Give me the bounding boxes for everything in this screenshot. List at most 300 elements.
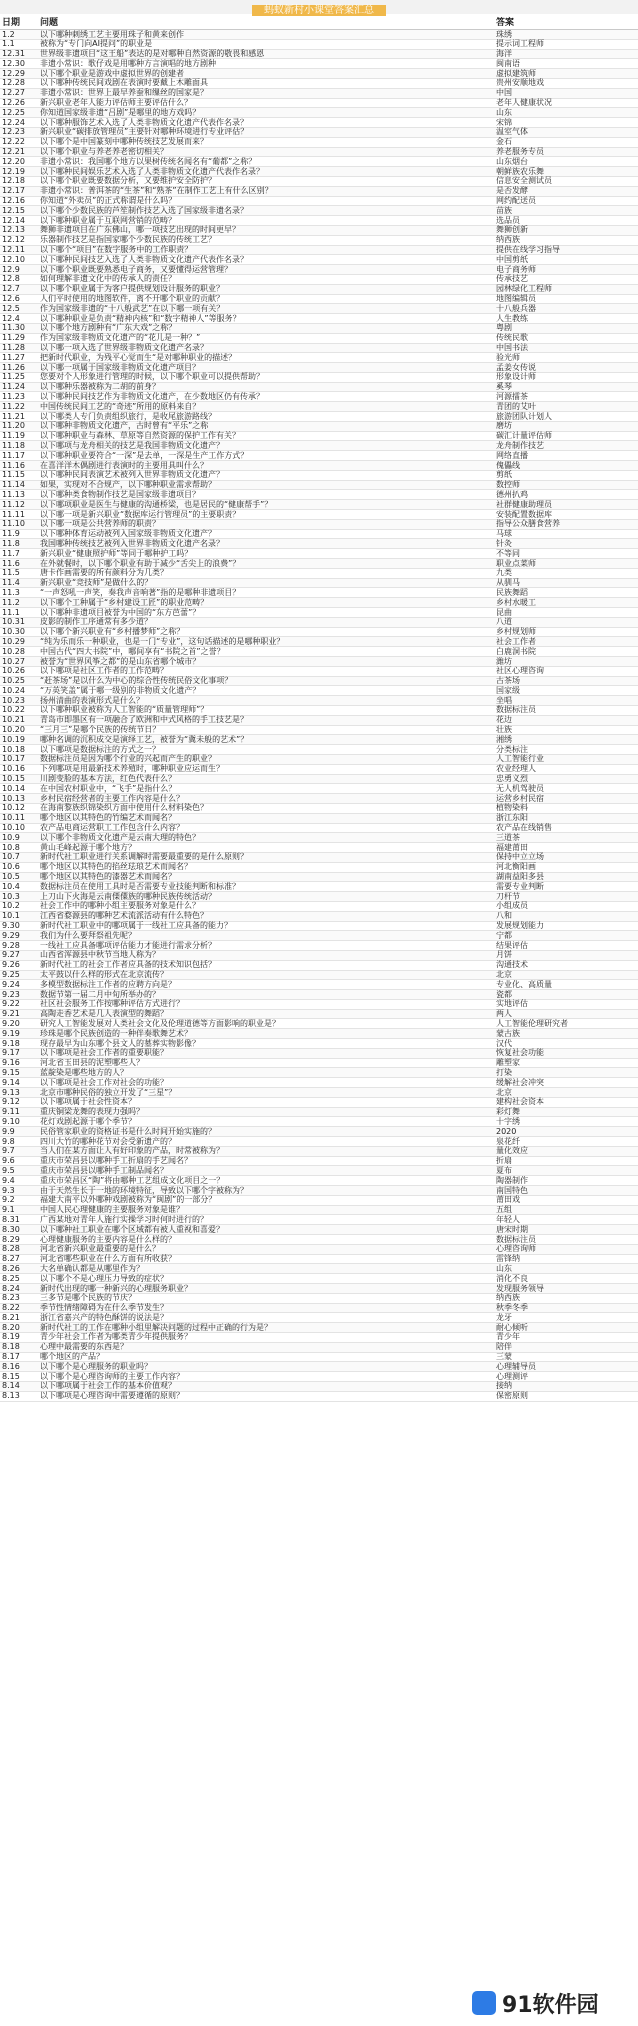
question-cell: 农产品电商运营职工工作包含什么内容？ (40, 823, 184, 833)
answer-cell: 海洋 (496, 49, 512, 59)
answer-cell: 2020 (496, 1126, 517, 1136)
question-cell: 以下哪种民间技艺作为非物质文化遗产，在少数地区仍有传承？ (40, 391, 264, 401)
answer-cell: 网约配送员 (496, 196, 536, 206)
question-cell: 哪种名调的沉积成交是演绎工艺，被誉为“冀未般的艺术”？ (40, 734, 249, 744)
date-cell: 11.27 (2, 352, 25, 362)
answer-cell: 社区心理咨询 (496, 666, 544, 676)
date-cell: 12.6 (2, 294, 20, 304)
date-cell: 10.5 (2, 872, 20, 882)
date-cell: 11.6 (2, 558, 20, 568)
header-question: 问题 (40, 18, 59, 28)
date-cell: 9.13 (2, 1087, 20, 1097)
question-cell: 以下哪项是社会工作者的重要职能？ (40, 1048, 168, 1058)
question-cell: 作为国家级非物质文化遗产的“花儿是一种？” (40, 333, 201, 343)
answer-cell: 舞狮创新 (496, 225, 528, 235)
date-cell: 9.10 (2, 1116, 20, 1126)
question-cell: 川剧变脸的基本方法，红色代表什么？ (40, 774, 176, 784)
question-cell: 以下哪个少数民族的芦笙制作技艺入选了国家级非遗名录？ (40, 205, 248, 215)
question-cell: 扬州清曲的表演形式是什么？ (40, 695, 144, 705)
date-cell: 12.12 (2, 235, 25, 245)
date-cell: 10.26 (2, 666, 25, 676)
answer-cell: 湘绣 (496, 734, 512, 744)
answer-cell: 农业经理人 (496, 764, 536, 774)
date-cell: 12.14 (2, 215, 25, 225)
question-cell: 舞狮非遗项目在广东佛山，哪一项技艺出现的时间更早？ (40, 225, 240, 235)
answer-cell: 剪纸 (496, 470, 512, 480)
date-cell: 8.30 (2, 1224, 20, 1234)
question-cell: 非遗小常识：世界上最早养蚕和缫丝的国家是？ (40, 88, 208, 98)
date-cell: 10.30 (2, 627, 25, 637)
date-cell: 10.29 (2, 636, 25, 646)
date-cell: 12.20 (2, 156, 25, 166)
answer-cell: 需要专业判断 (496, 881, 544, 891)
date-cell: 12.31 (2, 49, 25, 59)
answer-cell: 人工智能行业 (496, 754, 544, 764)
question-cell: 新兴职业“碳排放管理员”主要针对哪种环境进行专业评估？ (40, 127, 249, 137)
answer-cell: 发展规划能力 (496, 921, 544, 931)
question-cell: 高陶走香艺术是几人表演型的舞蹈？ (40, 1009, 168, 1019)
question-cell: 以下哪个职业是游戏中虚拟世界的创建者 (40, 68, 184, 78)
answer-cell: 乡村规划师 (496, 627, 536, 637)
answer-cell: 三蒙 (496, 1352, 512, 1362)
question-cell: 现存最早为山东哪个县文人的墓葬实物影像？ (40, 1038, 200, 1048)
date-cell: 12.19 (2, 166, 25, 176)
answer-cell: 白鹿洞书院 (496, 646, 536, 656)
question-cell: 在海南黎族织锦染织方面中使用什么材料染色？ (40, 803, 208, 813)
date-cell: 11.18 (2, 440, 25, 450)
date-cell: 12.24 (2, 117, 25, 127)
answer-cell: 彩灯舞 (496, 1107, 520, 1117)
question-cell: 山西省浑源县中秋节当地人称为？ (40, 950, 160, 960)
question-cell: 以下哪种职业属于互联网营销的范畴？ (40, 215, 176, 225)
answer-cell: 验光师 (496, 352, 520, 362)
question-cell: 以下哪个不是心理压力导致的症状？ (40, 1273, 168, 1283)
answer-cell: 网络直播 (496, 450, 528, 460)
question-cell: 以下哪一项入选了世界级非物质文化遗产名录？ (40, 343, 208, 352)
question-cell: 我们为什么要拜祭祖先呢？ (40, 930, 136, 940)
date-cell: 10.24 (2, 685, 25, 695)
date-cell: 8.26 (2, 1263, 20, 1273)
answer-cell: 八和 (496, 911, 512, 921)
date-cell: 11.16 (2, 460, 25, 470)
answer-cell: 中国 (496, 88, 512, 98)
date-cell: 12.21 (2, 147, 25, 157)
question-cell: 以下哪个是中国篆刻中哪种传统技艺发展而来？ (40, 137, 208, 147)
question-cell: 以下哪个职业与养老养老密切相关？ (40, 147, 168, 157)
answer-cell: 昆曲 (496, 607, 512, 617)
answer-cell: 无人机驾驶员 (496, 783, 544, 793)
answer-cell: 小组成员 (496, 901, 528, 911)
table-body (0, 30, 638, 1402)
question-cell: 蓝靛染是哪些地方的人？ (40, 1067, 128, 1077)
answer-cell: 数据标注员 (496, 1234, 536, 1244)
question-cell: 新时代出现的哪一种新兴的心理服务职业？ (40, 1283, 192, 1293)
answer-cell: 保密原则 (496, 1391, 528, 1401)
question-cell: 以下哪种民间表演艺术被列入世界非物质文化遗产？ (40, 470, 224, 480)
answer-cell: 从驯马 (496, 578, 520, 588)
date-cell: 8.14 (2, 1381, 20, 1391)
date-cell: 10.27 (2, 656, 25, 666)
date-cell: 9.18 (2, 1038, 20, 1048)
answer-cell: 不等同 (496, 548, 520, 558)
date-cell: 12.10 (2, 254, 25, 264)
answer-cell: 量化效应 (496, 1146, 528, 1156)
date-cell: 8.15 (2, 1371, 20, 1381)
answer-cell: 龙舟制作技艺 (496, 440, 544, 450)
date-cell: 11.29 (2, 333, 25, 343)
question-cell: 以下哪项是社会工作对社会的功能？ (40, 1077, 168, 1087)
question-cell: 以下哪项与龙舟相关的技艺是我国非物质文化遗产？ (40, 440, 224, 450)
date-cell: 8.29 (2, 1234, 20, 1244)
answer-cell: 古茶场 (496, 676, 520, 686)
answer-cell: 闽南语 (496, 58, 520, 68)
answer-cell: 数控师 (496, 480, 520, 490)
question-cell: 青岛市即墨区有一项融合了欧洲和中式风格的手工技艺是？ (40, 715, 248, 725)
date-cell: 10.18 (2, 744, 25, 754)
question-cell: 以下哪一项是公共营养师的职责？ (40, 519, 160, 529)
question-cell: 三多节是哪个民族的节庆？ (40, 1293, 136, 1303)
date-cell: 10.22 (2, 705, 25, 715)
date-cell: 11.9 (2, 529, 20, 539)
table-header (0, 14, 638, 30)
answer-cell: 珠绣 (496, 29, 512, 39)
answer-cell: 运营乡村民宿 (496, 793, 544, 803)
answer-cell: 专业化、高质量 (496, 979, 552, 989)
answer-cell: 形象设计师 (496, 372, 536, 382)
answer-cell: 刀杆节 (496, 891, 520, 901)
answer-cell: 乡村水暖工 (496, 597, 536, 607)
question-cell: 数据标注员是因为哪个行业的兴起而产生的职业？ (40, 754, 216, 764)
answer-cell: 月饼 (496, 950, 512, 960)
question-cell: 以下哪项属于社会性资本？ (40, 1097, 136, 1107)
question-cell: 新兴职业“健康照护师”等同于哪种护工吗？ (40, 548, 193, 558)
answer-cell: 耐心倾听 (496, 1322, 528, 1332)
answer-cell: 实地评估 (496, 999, 528, 1009)
date-cell: 11.22 (2, 401, 25, 411)
answer-cell: 沟通技术 (496, 960, 528, 970)
answer-cell: 人工智能伦理研究者 (496, 1018, 568, 1028)
date-cell: 10.19 (2, 734, 25, 744)
date-cell: 8.20 (2, 1322, 20, 1332)
answer-cell: 消化不良 (496, 1273, 528, 1283)
date-cell: 11.5 (2, 568, 20, 578)
question-cell: 以下哪类人专门负责组织旅行，是收尾旅游路线？ (40, 411, 216, 421)
date-cell: 11.17 (2, 450, 25, 460)
question-cell: 以下哪种民间娱乐艺术入选了人类非物质文化遗产代表作名录？ (40, 166, 264, 176)
question-cell: 哪个地区以其特色的掐丝珐琅艺术而闻名？ (40, 862, 192, 872)
answer-cell: 龙牙 (496, 1312, 512, 1322)
answer-cell: 传统民歌 (496, 333, 528, 343)
answer-cell: 指导公众膳食营养 (496, 519, 560, 529)
answer-cell: 地图编辑员 (496, 294, 536, 304)
date-cell: 11.10 (2, 519, 25, 529)
date-cell: 9.8 (2, 1136, 15, 1146)
date-cell: 11.19 (2, 431, 25, 441)
question-cell: 以下哪种社工职业在哪个区域都有被人重视和喜爱？ (40, 1224, 224, 1234)
question-cell: 花灯戏剧起源于哪个季节？ (40, 1116, 136, 1126)
question-cell: 你知道“外卖员”的正式称谓是什么吗？ (40, 196, 177, 206)
question-cell: 珍珠是哪个民族创造的一种伴奏歌舞艺术？ (40, 1028, 192, 1038)
date-cell: 9.26 (2, 960, 20, 970)
question-cell: 以下哪种非遗项目被誉为中国的“东方芭蕾”？ (40, 607, 201, 617)
question-cell: 黄山毛峰起源于哪个地方？ (40, 842, 136, 852)
question-cell: “赶茶场”是以什么为中心的综合性传统民俗文化事项？ (40, 676, 233, 686)
date-cell: 9.17 (2, 1048, 20, 1058)
question-cell: 作为国家级非遗的“十八般武艺”在以下哪一项有关？ (40, 303, 225, 313)
question-cell: 重庆铜梁龙舞的表现力强吗？ (40, 1107, 144, 1117)
answer-cell: 河源擂茶 (496, 391, 528, 401)
answer-cell: 德州扒鸡 (496, 489, 528, 499)
answer-cell: 雷锋纳 (496, 1254, 520, 1264)
answer-cell: 雕塑家 (496, 1058, 520, 1068)
answer-cell: 旅游团队计划人 (496, 411, 552, 421)
question-cell: 皮影的制作工序通常有多少道？ (40, 617, 152, 627)
date-cell: 9.27 (2, 950, 20, 960)
question-cell: 数据节第一届二月中旬所举办的？ (40, 989, 160, 999)
answer-cell: 社会工作者 (496, 636, 536, 646)
answer-cell: 蒙古族 (496, 1028, 520, 1038)
question-cell: 河北省新兴职业最重要的是什么？ (40, 1244, 160, 1254)
date-cell: 11.8 (2, 538, 20, 548)
date-cell: 12.8 (2, 274, 20, 284)
date-cell: 12.5 (2, 303, 20, 313)
date-cell: 11.13 (2, 489, 25, 499)
date-cell: 9.25 (2, 970, 20, 979)
sheet-title: 蚂蚁新村小课堂答案汇总 (0, 1, 638, 16)
question-cell: 新兴职业“竞技师”是做什么的？ (40, 578, 153, 588)
question-cell: 如何理解非遗文化中的传承人的责任？ (40, 274, 176, 284)
answer-cell: 壮族 (496, 725, 512, 735)
answer-cell: 九类 (496, 568, 512, 578)
site-watermark (472, 1986, 632, 2020)
question-cell: 以下哪项属于社会工作的基本价值观？ (40, 1381, 176, 1391)
answer-cell: 奚琴 (496, 382, 512, 392)
date-cell: 10.1 (2, 911, 20, 921)
answer-cell: 发现服务领导 (496, 1283, 544, 1293)
answer-cell: 陪伴 (496, 1342, 512, 1352)
answer-cell: 莆田戏 (496, 1195, 520, 1205)
date-cell: 11.4 (2, 578, 20, 588)
date-cell: 11.3 (2, 587, 20, 597)
date-cell: 10.9 (2, 832, 20, 842)
question-cell: 以下哪种服饰艺术入选了人类非物质文化遗产代表作名录？ (40, 117, 248, 127)
answer-cell: 夏布 (496, 1165, 512, 1175)
date-cell: 10.10 (2, 823, 25, 833)
answer-cell: 养老服务专员 (496, 147, 544, 157)
date-cell: 9.12 (2, 1097, 20, 1107)
question-cell: 以下哪个是心理服务的职业吗？ (40, 1361, 152, 1371)
question-cell: 如果，实现对不合规产，以下哪种职业需求帮助？ (40, 480, 216, 490)
date-cell: 8.28 (2, 1244, 20, 1254)
question-cell: 非遗小常识：歌仔戏是用哪种方言演唱的地方剧种 (40, 58, 216, 68)
question-cell: 世界级非遗项目“这王船”表达的是对哪种自然资源的敬畏和感恩 (40, 49, 265, 59)
question-cell: “万英笑盖”属于哪一级别的非物质文化遗产？ (40, 685, 201, 695)
answer-cell: 农产品在线销售 (496, 823, 552, 833)
answer-cell: 山东 (496, 1263, 512, 1273)
question-cell: 以下哪一项是新兴职业“数据库运行管理员”的主要职责？ (40, 509, 241, 519)
question-cell: 以下哪种乐器被称为二胡的前身？ (40, 382, 160, 392)
question-cell: 重庆市荣昌县以哪种手工折扇的手艺闻名？ (40, 1156, 192, 1166)
question-cell: 广西某地对青年人施行实操学习时何时进行的？ (40, 1214, 208, 1224)
date-cell: 8.21 (2, 1312, 20, 1322)
answer-cell: 浙江东阳 (496, 813, 528, 823)
question-cell: 以下哪一项属于国家级非物质文化遗产项目？ (40, 362, 200, 372)
question-cell: 以下哪种非物质文化遗产，古时曾有“平乐”之称 (40, 421, 209, 431)
answer-cell: 纳西族 (496, 235, 520, 245)
date-cell: 10.14 (2, 783, 25, 793)
date-cell: 10.3 (2, 891, 20, 901)
question-cell: 哪个地区的产品？ (40, 1352, 104, 1362)
date-cell: 10.31 (2, 617, 25, 627)
answer-cell: 五组 (496, 1205, 512, 1215)
answer-cell: 建构社会资本 (496, 1097, 544, 1107)
date-cell: 8.19 (2, 1332, 20, 1342)
answer-cell: 两人 (496, 1009, 512, 1019)
date-cell: 12.17 (2, 186, 25, 196)
answer-cell: 老年人健康状况 (496, 98, 552, 108)
question-cell: 中国古代“四大书院”中，哪间享有“书院之首”之誉？ (40, 646, 225, 656)
date-cell: 9.29 (2, 930, 20, 940)
question-cell: 把新时代职业，为残平心觉而生“是对哪种职业的描述？ (40, 352, 237, 362)
question-cell: 上刀山下火海是云南傈僳族的哪种民族传统活动？ (40, 891, 216, 901)
date-cell: 9.14 (2, 1077, 20, 1087)
answer-cell: 十字绣 (496, 1116, 520, 1126)
date-cell: 10.20 (2, 725, 25, 735)
answer-cell: 南国特色 (496, 1185, 528, 1195)
question-cell: 以下哪种职业与森林、草原等自然资源的保护工作有关？ (40, 431, 240, 441)
date-cell: 11.26 (2, 362, 25, 372)
date-cell: 10.28 (2, 646, 25, 656)
question-cell: 乐器制作技艺是指国家哪个少数民族的传统工艺？ (40, 235, 216, 245)
answer-cell: 传承技艺 (496, 274, 528, 284)
answer-cell: 忠勇义烈 (496, 774, 528, 784)
answer-cell: 心理咨询师 (496, 1244, 536, 1254)
date-cell: 1.2 (2, 29, 15, 39)
date-cell: 11.2 (2, 597, 20, 607)
question-cell: 以下哪种刺绣工艺主要用珠子和黄来创作 (40, 29, 184, 39)
answer-cell: 年轻人 (496, 1214, 520, 1224)
date-cell: 12.18 (2, 176, 25, 186)
answer-cell: 国家级 (496, 685, 520, 695)
date-cell: 8.17 (2, 1352, 20, 1362)
question-cell: 以下哪种民间技艺入选了人类非物质文化遗产代表作名录？ (40, 254, 248, 264)
date-cell: 9.3 (2, 1185, 15, 1195)
date-cell: 12.4 (2, 313, 20, 323)
answer-cell: 宋锦 (496, 117, 512, 127)
answer-cell: 社群健康助理员 (496, 499, 552, 509)
answer-cell: 针灸 (496, 538, 512, 548)
date-cell: 12.11 (2, 245, 25, 255)
answer-cell: 坐唱 (496, 695, 512, 705)
question-cell: 新时代社工职业进行关系调解时需要最重要的是什么原则？ (40, 852, 248, 862)
question-cell: 当人们在某方面让人有好印象的产品，时常被称为？ (40, 1146, 224, 1156)
question-cell: 中国传统民间工艺的“奇迹”所用的原料来自？ (40, 401, 201, 411)
answer-cell: 北京 (496, 1087, 512, 1097)
question-cell: 新时代社工职业中的哪项属于一线社工应具备的能力？ (40, 921, 232, 931)
question-cell: 民俗管家职业的资格证书是什么时间开始实施的？ (40, 1126, 216, 1136)
answer-cell: 潍坊 (496, 656, 512, 666)
question-cell: 以下哪个职业既要熟悉电子商务，又要懂得运营管理？ (40, 264, 232, 274)
question-cell: 大名单确认都是从哪里作为？ (40, 1263, 144, 1273)
date-cell: 8.31 (2, 1214, 20, 1224)
question-cell: 以下哪个新兴职业有“乡村播梦师”之称？ (40, 627, 185, 637)
answer-cell: 温室气体 (496, 127, 528, 137)
date-cell: 8.25 (2, 1273, 20, 1283)
date-cell: 12.16 (2, 196, 25, 206)
date-cell: 10.23 (2, 695, 25, 705)
question-cell: 以下哪个地方剧种有“广东大戏”之称？ (40, 323, 177, 333)
question-cell: 非遗小常识：我国哪个地方以果树传统名闻名有“葡都”之称？ (40, 156, 257, 166)
answer-cell: 分类标注 (496, 744, 528, 754)
answer-cell: 安装配置数据库 (496, 509, 552, 519)
date-cell: 9.23 (2, 989, 20, 999)
table-row (0, 1392, 638, 1402)
question-cell: 以下哪项职业是医生与健康的沟通桥梁，也是居民的“健康帮手”？ (40, 499, 273, 509)
answer-cell: 青团的艾叶 (496, 401, 536, 411)
question-cell: 唐卡作画需要的所有颜料分为几类？ (40, 568, 168, 578)
question-cell: “三月三”是哪个民族的传统节日？ (40, 725, 161, 735)
date-cell: 10.12 (2, 803, 25, 813)
date-cell: 12.25 (2, 107, 25, 117)
answer-cell: 心理辅导员 (496, 1361, 536, 1371)
date-cell: 11.14 (2, 480, 25, 490)
date-cell: 12.26 (2, 98, 25, 108)
date-cell: 10.15 (2, 774, 25, 784)
date-cell: 11.21 (2, 411, 25, 421)
answer-cell: 金石 (496, 137, 512, 147)
date-cell: 9.15 (2, 1067, 20, 1077)
date-cell: 12.22 (2, 137, 25, 147)
date-cell: 12.28 (2, 78, 25, 88)
question-cell: 以下哪项是心理咨询中需要遵循的原则？ (40, 1391, 184, 1401)
question-cell: 以下哪种职业被称为人工智能的“质量管理师”？ (40, 705, 209, 715)
header-date: 日期 (2, 18, 21, 28)
header-answer: 答案 (496, 18, 515, 28)
date-cell: 9.21 (2, 1009, 20, 1019)
answer-cell: 结果评估 (496, 940, 528, 950)
question-cell: 乡村民宿经营者的主要工作内容是什么？ (40, 793, 184, 803)
question-cell: 以下哪个是心理咨询师的主要工作内容？ (40, 1371, 184, 1381)
answer-cell: 植物染料 (496, 803, 528, 813)
date-cell: 11.20 (2, 421, 25, 431)
question-cell: 非遗小常识：普洱茶的“生茶”和“熟茶”在制作工艺上有什么区别？ (40, 186, 273, 196)
question-cell: 以下哪种职业是负责“精神内核”和“数字精神人”等服务？ (40, 313, 241, 323)
date-cell: 9.6 (2, 1156, 15, 1166)
question-cell: 以下哪个非物质文化遗产是云南大理的特色？ (40, 832, 200, 842)
title-banner (0, 0, 638, 14)
answer-cell: 宁都 (496, 930, 512, 940)
question-cell: 以下哪个“项目”在数字服务中的工作职责？ (40, 245, 193, 255)
question-cell: 福建大南平以外哪种戏剧被称为“闽剧”的一部分？ (40, 1195, 217, 1205)
watermark-text: 91软件园 (502, 1992, 599, 2018)
date-cell: 8.22 (2, 1303, 20, 1313)
question-cell: 被誉为“世界风筝之都”的是山东省哪个城市？ (40, 656, 201, 666)
answer-cell: 瓷都 (496, 989, 512, 999)
question-cell: 中国人民心理健康的主要服务对象是谁？ (40, 1205, 184, 1215)
date-cell: 10.7 (2, 852, 20, 862)
answer-cell: 贵州安顺地戏 (496, 78, 544, 88)
site-logo-icon (472, 1991, 496, 2015)
date-cell: 10.25 (2, 676, 25, 686)
answer-cell: 泉花纤 (496, 1136, 520, 1146)
date-cell: 11.23 (2, 391, 25, 401)
answer-cell: 山东 (496, 107, 512, 117)
date-cell: 11.24 (2, 382, 25, 392)
answer-cell: 提供在线学习指导 (496, 245, 560, 255)
date-cell: 10.2 (2, 901, 20, 911)
date-cell: 12.7 (2, 284, 20, 294)
answer-cell: 青少年 (496, 1332, 520, 1342)
